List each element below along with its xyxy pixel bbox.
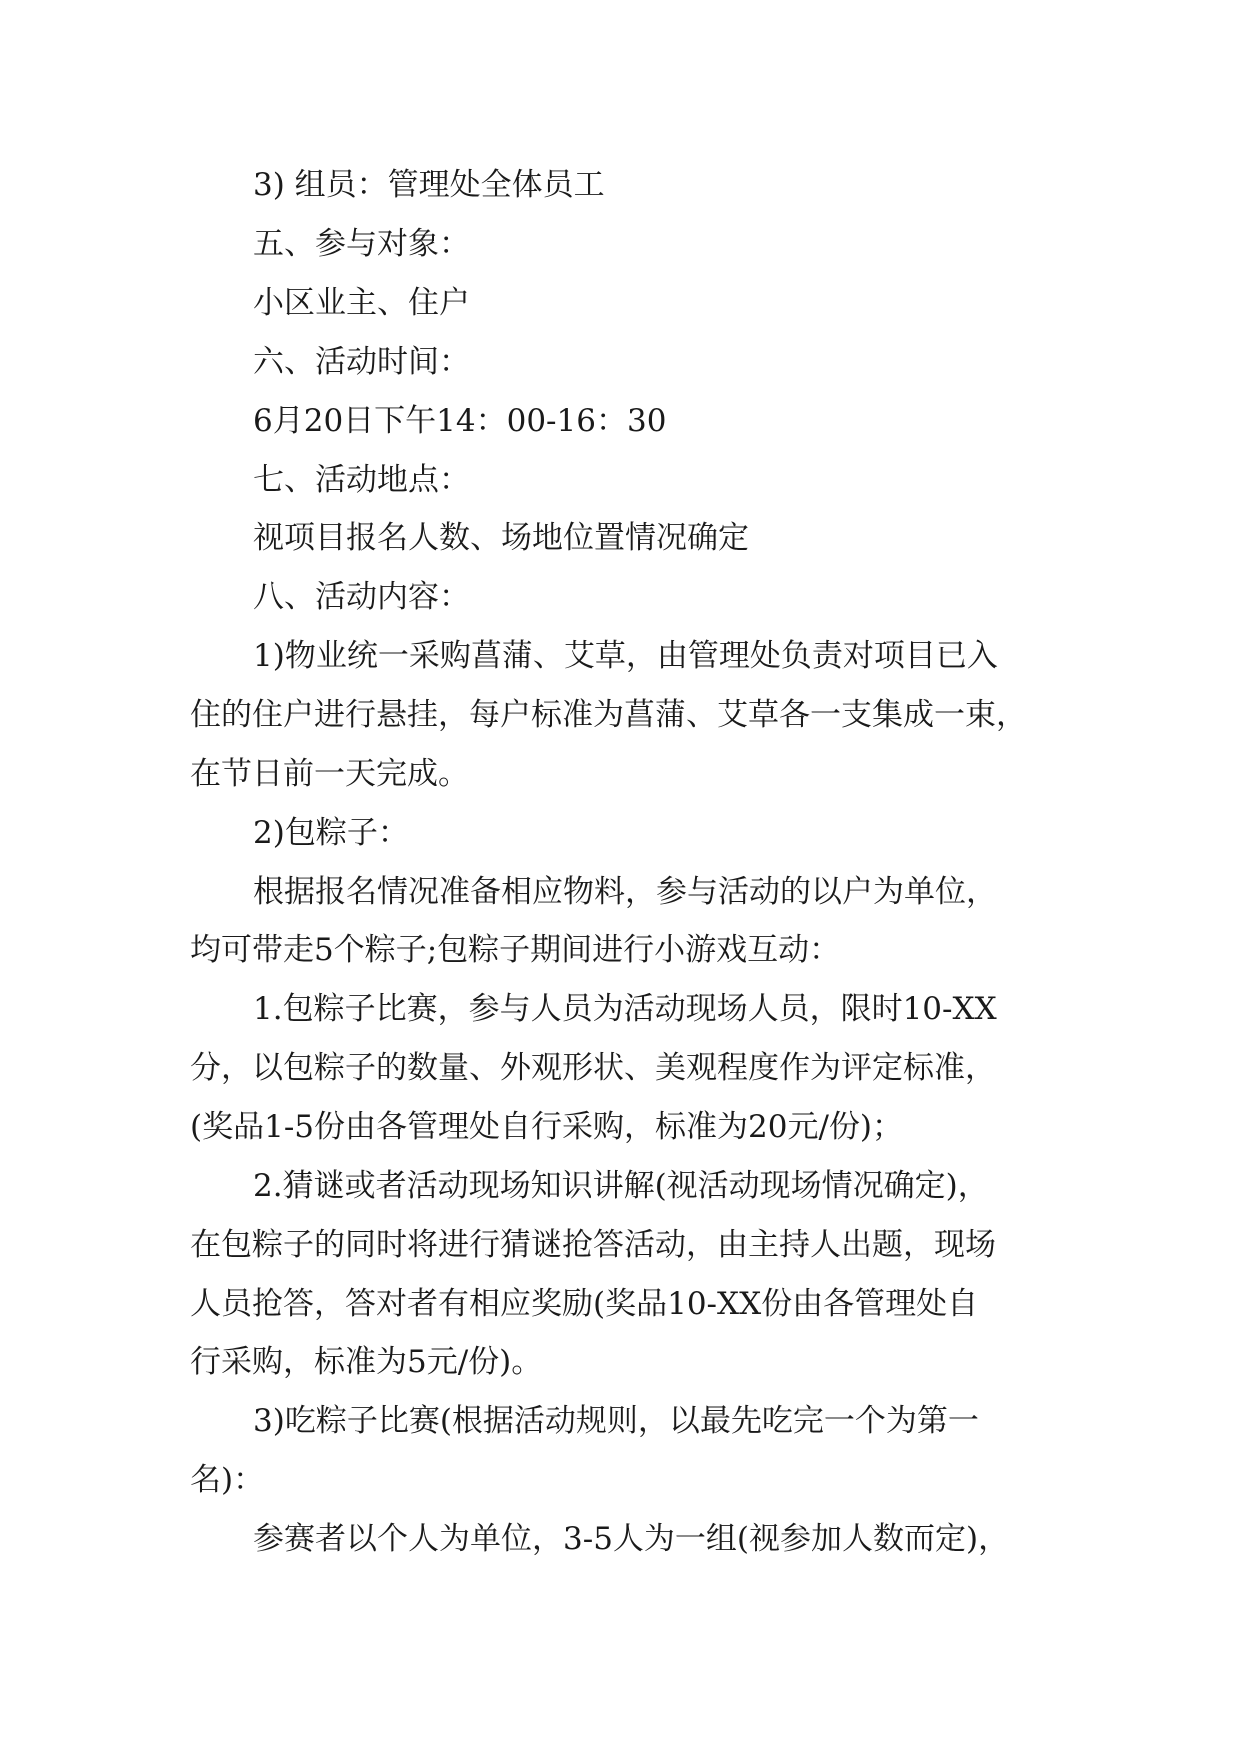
paragraph-line: 人员抢答，答对者有相应奖励(奖品10-XX份由各管理处自 xyxy=(190,1286,979,1322)
heading-activity-location: 七、活动地点： xyxy=(253,462,470,498)
paragraph-line: 在包粽子的同时将进行猜谜抢答活动，由主持人出题，现场 xyxy=(190,1227,996,1263)
line-participants: 小区业主、住户 xyxy=(253,285,470,321)
paragraph-line: 名)： xyxy=(190,1462,265,1498)
subheading-make-zongzi: 2)包粽子： xyxy=(253,815,409,851)
paragraph-line: 分，以包粽子的数量、外观形状、美观程度作为评定标准， xyxy=(190,1050,996,1086)
paragraph-line: 1.包粽子比赛，参与人员为活动现场人员，限时10-XX xyxy=(253,991,997,1027)
heading-participants: 五、参与对象： xyxy=(253,226,470,262)
paragraph-line: 参赛者以个人为单位，3-5人为一组(视参加人数而定)， xyxy=(253,1521,1010,1557)
paragraph-line: 3)吃粽子比赛(根据活动规则，以最先吃完一个为第一 xyxy=(253,1403,979,1439)
paragraph-line: 在节日前一天完成。 xyxy=(190,756,469,792)
line-activity-time: 6月20日下午14：00-16：30 xyxy=(253,403,667,439)
heading-activity-time: 六、活动时间： xyxy=(253,344,470,380)
paragraph-line: 根据报名情况准备相应物料，参与活动的以户为单位， xyxy=(253,874,997,910)
heading-activity-content: 八、活动内容： xyxy=(253,579,470,615)
line-team-members: 3) 组员：管理处全体员工 xyxy=(253,167,605,203)
paragraph-line: 住的住户进行悬挂，每户标准为菖蒲、艾草各一支集成一束， xyxy=(190,697,1027,733)
line-activity-location: 视项目报名人数、场地位置情况确定 xyxy=(253,520,749,556)
paragraph-line: 均可带走5个粽子;包粽子期间进行小游戏互动： xyxy=(190,932,841,968)
paragraph-line: 1)物业统一采购菖蒲、艾草，由管理处负责对项目已入 xyxy=(253,638,998,674)
paragraph-line: 行采购，标准为5元/份)。 xyxy=(190,1344,543,1380)
paragraph-line: (奖品1-5份由各管理处自行采购，标准为20元/份)； xyxy=(190,1109,903,1145)
paragraph-line: 2.猜谜或者活动现场知识讲解(视活动现场情况确定)， xyxy=(253,1168,989,1204)
